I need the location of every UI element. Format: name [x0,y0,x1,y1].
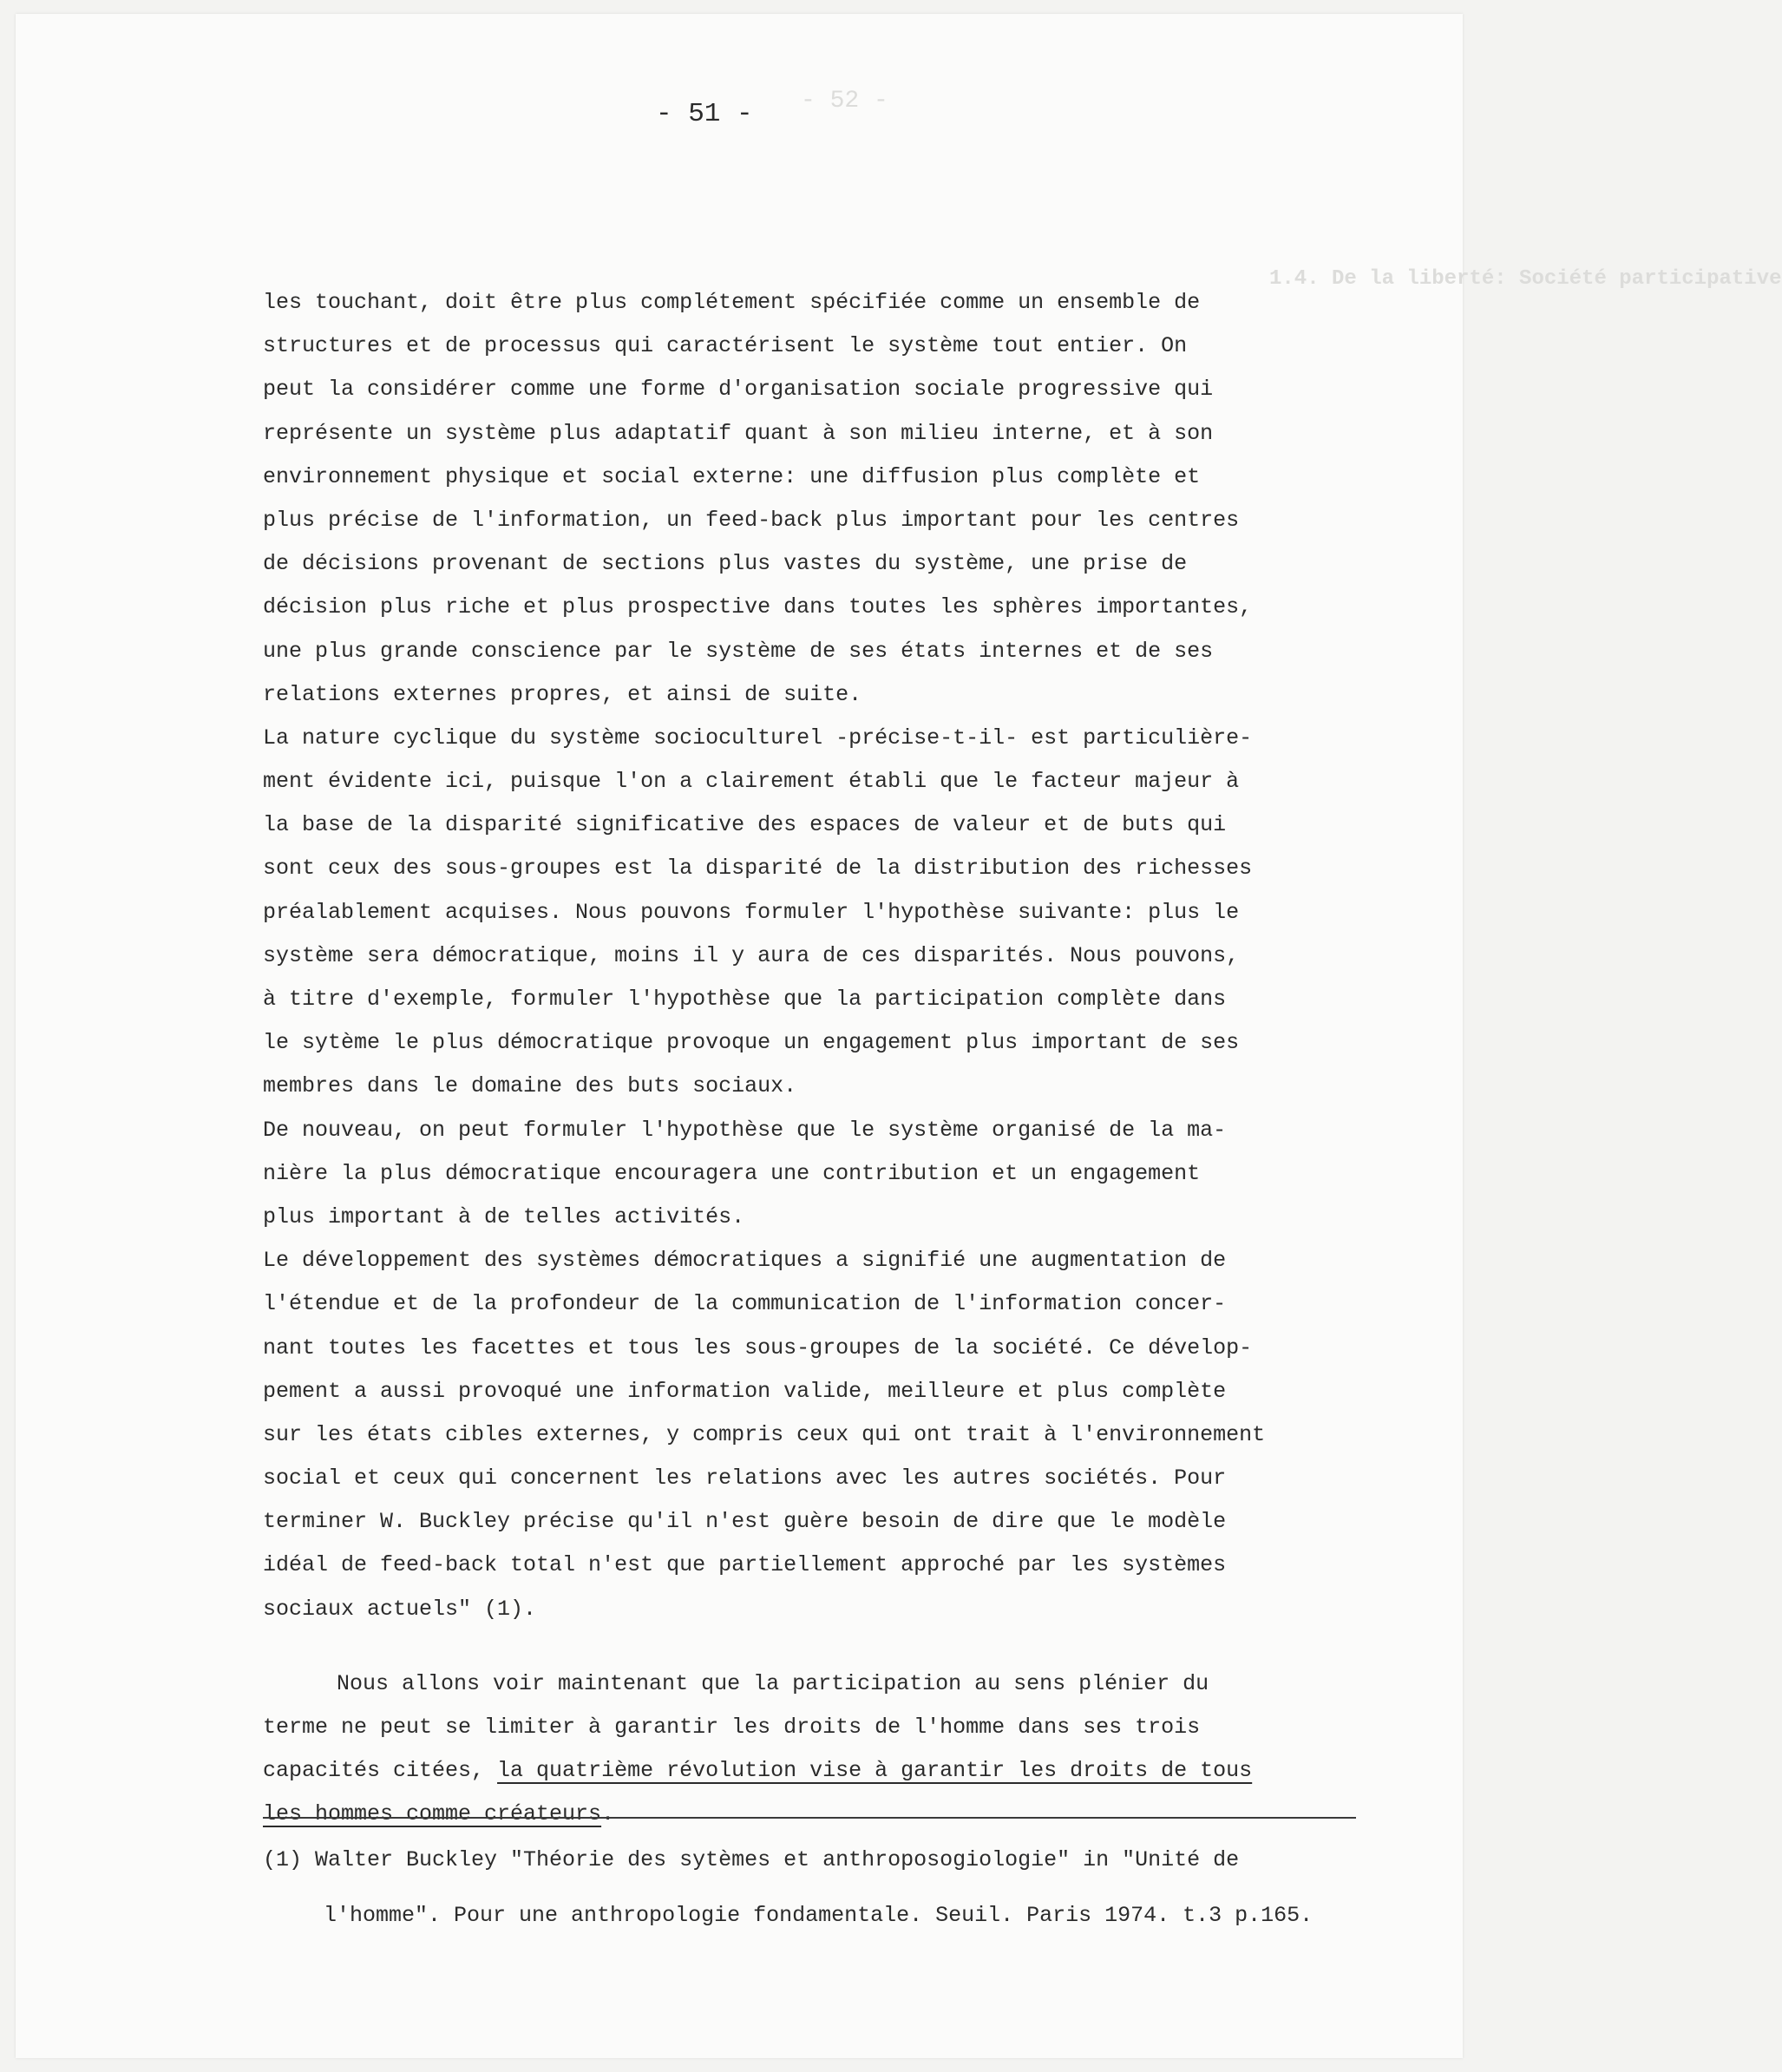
text-line: idéal de feed-back total n'est que partiellement approché par les systèmes [263,1552,1227,1578]
text-line: de décisions provenant de sections plus vastes du système, une prise de [263,551,1188,577]
footnote-line: l'homme". Pour une anthropologie fondamentale. Seuil. Paris 1974. t.3 p.165. [324,1903,1314,1928]
text-line [263,1749,1373,1793]
text-line: pement a aussi provoqué une information valide, meilleure et plus complète [263,1378,1227,1404]
text-line: le sytème le plus démocratique provoque un engagement plus important de ses [263,1030,1240,1056]
text-line [263,1793,1373,1836]
text-line: représente un système plus adaptatif quant à son milieu interne, et à son [263,420,1214,446]
text-line: ment évidente ici, puisque l'on a clairement établi que le facteur majeur à [263,769,1240,795]
footnote-separator [263,1817,1356,1819]
text-line: La nature cyclique du système socioculturel -précise-t-il- est particulière- [263,725,1253,751]
text-line: structures et de processus qui caractérisent le système tout entier. On [263,333,1188,359]
bleed-through-page-number: - 52 - [801,88,888,115]
text-line: sont ceux des sous-groupes est la disparité de la distribution des richesses [263,856,1253,882]
footnote-line: (1) Walter Buckley "Théorie des sytèmes et anthroposogiologie" in "Unité de [263,1847,1240,1872]
text-line: système sera démocratique, moins il y aura de ces disparités. Nous pouvons, [263,942,1240,968]
text-line: social et ceux qui concernent les relations avec les autres sociétés. Pour [263,1465,1227,1492]
text-line: à titre d'exemple, formuler l'hypothèse que la participation complète dans [263,987,1227,1012]
text-line: peut la considérer comme une forme d'organisation sociale progressive qui [263,377,1214,403]
bleed-through-title: 1.4. De la liberté: Société participative [1269,267,1782,291]
text-line: l'étendue et de la profondeur de la communication de l'information concer- [263,1291,1227,1317]
paragraph [263,1239,1373,1631]
text-line: Le développement des systèmes démocratiques a signifié une augmentation de [263,1248,1227,1274]
text-line: environnement physique et social externe: une diffusion plus complète et [263,463,1201,489]
page-number: - 51 - [656,99,753,129]
text-line: plus important à de telles activités. [263,1203,745,1229]
paragraph-conclusion [263,1662,1373,1837]
text-line: terminer W. Buckley précise qu'il n'est guère besoin de dire que le modèle [263,1509,1227,1535]
text-segment: capacités citées, [263,1758,498,1784]
footnote [263,1833,1313,1944]
paragraph [263,717,1373,1109]
text-line: les touchant, doit être plus complétement spécifiée comme un ensemble de [263,290,1201,315]
underlined-text: la quatrième révolution vise à garantir les droits de tous [497,1758,1253,1784]
text-line: préalablement acquises. Nous pouvons formuler l'hypothèse suivante: plus le [263,899,1240,925]
underlined-text: les hommes comme créateurs [263,1801,602,1827]
text-line: décision plus riche et plus prospective dans toutes les sphères importantes, [263,594,1253,620]
text-line: relations externes propres, et ainsi de suite. [263,681,862,707]
text-line: sur les états cibles externes, y compris ceux qui ont trait à l'environnement [263,1421,1266,1447]
text-line: sociaux actuels" (1). [263,1596,537,1622]
paragraph [263,1109,1373,1240]
body-text [263,281,1373,1837]
paragraph [263,281,1373,717]
document-page [16,14,1782,2058]
text-line: nière la plus démocratique encouragera une contribution et un engagement [263,1160,1201,1186]
text-line: membres dans le domaine des buts sociaux. [263,1073,797,1099]
text-line: Nous allons voir maintenant que la participation au sens plénier du [337,1670,1209,1696]
text-line: une plus grande conscience par le système de ses états internes et de ses [263,638,1214,664]
text-segment: . [601,1801,615,1827]
text-line: plus précise de l'information, un feed-back plus important pour les centres [263,507,1240,533]
text-line: nant toutes les facettes et tous les sous-groupes de la société. Ce dévelop- [263,1334,1253,1361]
text-line: la base de la disparité significative des espaces de valeur et de buts qui [263,812,1227,838]
text-line: terme ne peut se limiter à garantir les droits de l'homme dans ses trois [263,1715,1201,1740]
text-line: De nouveau, on peut formuler l'hypothèse que le système organisé de la ma- [263,1117,1227,1143]
